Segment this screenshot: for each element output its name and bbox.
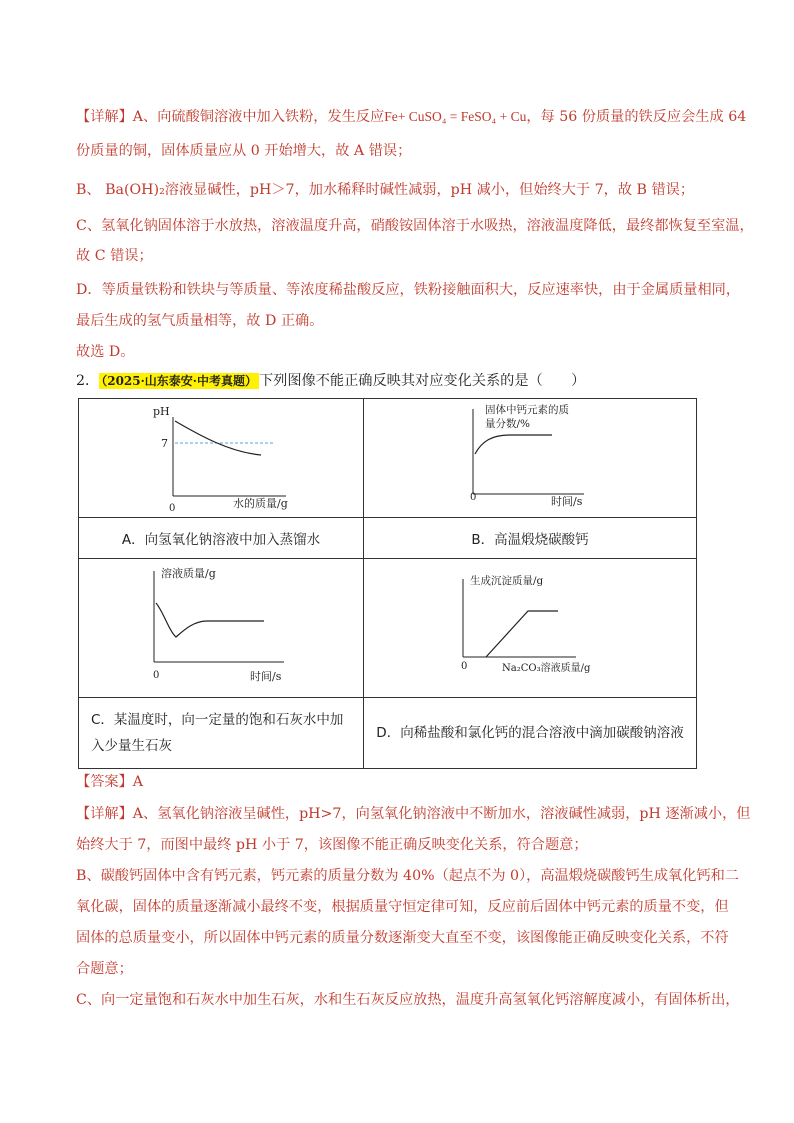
graph-c-cell: [79, 559, 364, 698]
graph-a-ytick: 7: [161, 437, 168, 450]
explain2-line5: 固体的总质量变小，所以固体中钙元素的质量分数逐渐变大直至不变，该图像能正确反映变化关系，不符: [76, 930, 729, 946]
option-c-line1: C．某温度时，向一定量的饱和石灰水中加: [91, 712, 344, 728]
graph-c-xlabel: 时间/s: [250, 670, 282, 683]
explain1-line7: 最后生成的氢气质量相等，故 D 正确。: [76, 313, 324, 329]
graph-d-ylabel: 生成沉淀质量/g: [470, 575, 544, 587]
explain1-text-a: A、向硫酸铜溶液中加入铁粉，发生反应: [132, 109, 385, 125]
explain2-tag: 【详解】: [76, 806, 133, 822]
answer-value: A: [132, 774, 144, 790]
graph-c: [79, 559, 363, 693]
explain1-line1: [76, 107, 746, 127]
options-table: [78, 398, 697, 769]
source-badge: （2025·山东泰安·中考真题）: [101, 374, 257, 388]
answer-tag: 【答案】: [76, 774, 133, 790]
explain1-line6: D．等质量铁粉和铁块与等质量、等浓度稀盐酸反应，铁粉接触面积大，反应速率快，由于金属质量相同，: [76, 282, 741, 298]
explain1-line3: B、 Ba(OH)₂溶液显碱性，pH＞7，加水稀释时碱性减弱，pH 减小，但始终大于 7，故 B 错误；: [76, 182, 695, 198]
explain2-line1: [76, 804, 750, 824]
question-stem: 下列图像不能正确反映其对应变化关系的是（ ）: [258, 373, 586, 389]
answer-line: [76, 772, 143, 792]
explain2-line6: 合题意；: [76, 961, 133, 977]
graph-b-ylabel-1: 固体中钙元素的质: [485, 404, 569, 416]
explain2-line3: B、碳酸钙固体中含有钙元素，钙元素的质量分数为 40%（起点不为 0），高温煅烧碳酸钙生成氧化钙和二: [76, 868, 739, 884]
graph-d-origin: 0: [461, 661, 468, 672]
graph-b-ylabel-2: 量分数/%: [485, 418, 531, 430]
question-number: 2．: [76, 373, 100, 389]
reaction-equation: Fe+ CuSO₄ = FeSO₄ + Cu: [384, 109, 527, 124]
graph-d: [364, 559, 696, 693]
graph-b-xlabel: 时间/s: [551, 495, 583, 508]
explain2-line4: 氧化碳，固体的质量逐渐减小最终不变，根据质量守恒定律可知，反应前后固体中钙元素的质量不变，但: [76, 899, 729, 915]
explain2-line2: 始终大于 7，而图中最终 pH 小于 7，该图像不能正确反映变化关系，符合题意；: [76, 837, 588, 853]
graph-b-origin: 0: [470, 492, 477, 503]
graph-b: [364, 399, 696, 513]
graph-c-origin: 0: [153, 670, 160, 681]
graph-c-ylabel: 溶液质量/g: [161, 567, 216, 580]
graph-d-cell: [364, 559, 697, 698]
explain2-text-1: A、氢氧化钠溶液呈碱性，pH>7，向氢氧化钠溶液中不断加水，溶液碱性减弱，pH 逐渐减小，但: [132, 806, 751, 822]
explain1-line4: C、氢氧化钠固体溶于水放热，溶液温度升高，硝酸铵固体溶于水吸热，溶液温度降低，最终都恢复至室温，: [76, 218, 754, 234]
graph-a-xlabel: 水的质量/g: [233, 497, 288, 510]
option-c-line2: 入少量生石灰: [91, 738, 172, 754]
explain1-line8: 故选 D。: [76, 344, 135, 360]
graph-a-ylabel: pH: [153, 405, 170, 418]
explain1-text-b: ，每 56 份质量的铁反应会生成 64: [526, 109, 747, 125]
graph-b-cell: [364, 399, 697, 518]
graph-d-xlabel: Na₂CO₃溶液质量/g: [502, 663, 591, 674]
explain2-line7: C、向一定量饱和石灰水中加生石灰，水和生石灰反应放热，温度升高氢氧化钙溶解度减小，有固体析出，: [76, 992, 740, 1008]
explain1-line5: 故 C 错误；: [76, 248, 153, 264]
graph-a-origin: 0: [169, 503, 176, 513]
option-b: B．高温煅烧碳酸钙: [364, 518, 697, 559]
option-d: D．向稀盐酸和氯化钙的混合溶液中滴加碳酸钠溶液: [364, 698, 697, 769]
option-c: [79, 698, 364, 769]
graph-a-cell: [79, 399, 364, 518]
explain-tag: 【详解】: [76, 109, 133, 125]
question2-stem-line: [76, 371, 585, 391]
explain1-line2: 份质量的铜，固体质量应从 0 开始增大，故 A 错误；: [76, 143, 412, 159]
option-a: A．向氢氧化钠溶液中加入蒸馏水: [79, 518, 364, 559]
graph-a: [79, 399, 363, 513]
